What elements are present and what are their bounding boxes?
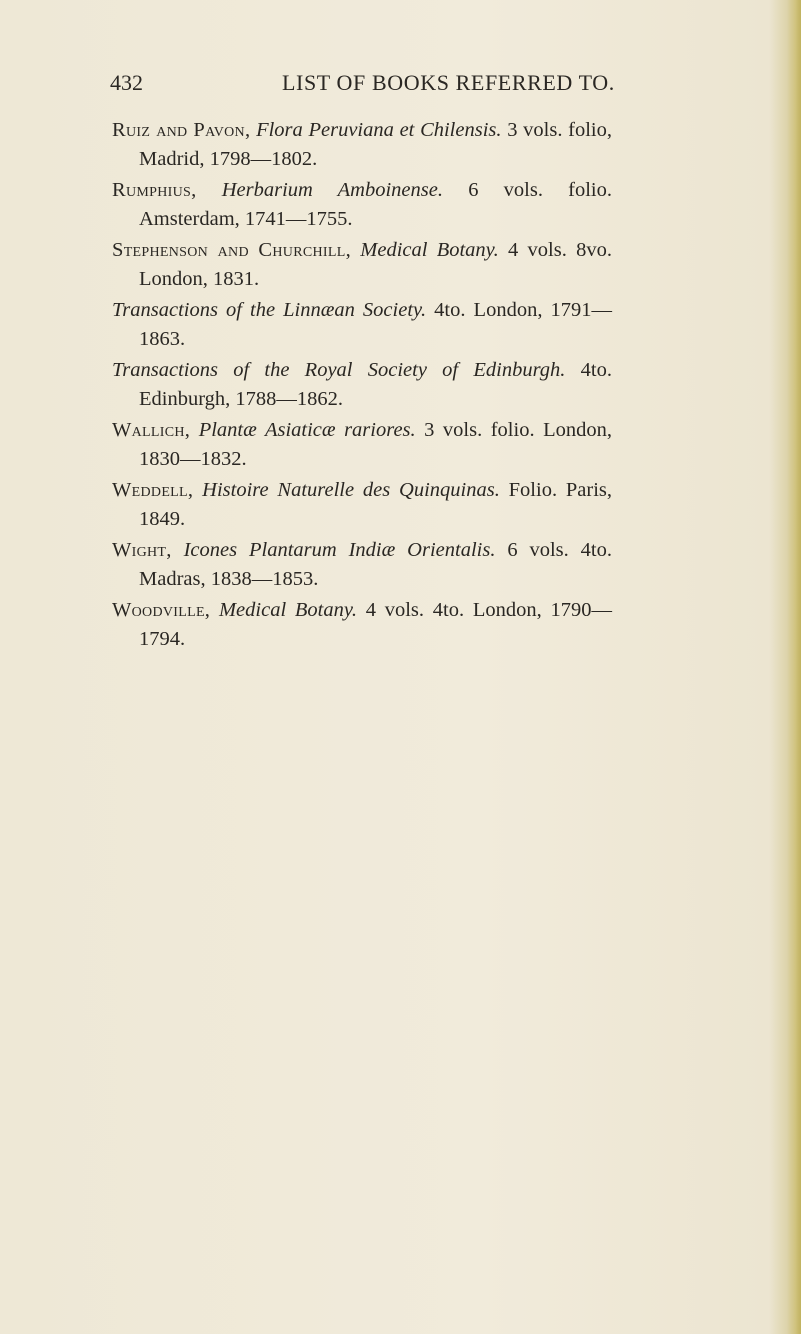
entry-title: Histoire Naturelle des Quinquinas.	[202, 479, 500, 501]
entry-title: Medical Botany.	[218, 599, 357, 621]
entry-author: Stephenson and Churchill,	[112, 239, 351, 261]
entry-details: 3 vols. folio. London, 1830—1832.	[139, 419, 612, 470]
entry-title: Flora Peruviana et Chilensis.	[256, 119, 502, 141]
bibliography-entry	[112, 236, 612, 294]
entry-details: 6 vols. 4to. Madras, 1838—1853.	[139, 539, 612, 590]
entry-title: Medical Botany.	[360, 239, 499, 261]
entry-title: Transactions of the Linnæan Society.	[112, 299, 427, 321]
bibliography-entry	[112, 596, 612, 654]
entry-details: 3 vols. folio, Madrid, 1798—1802.	[139, 119, 613, 170]
entry-details: 4 vols. 8vo. London, 1831.	[139, 239, 612, 290]
entry-details: 4 vols. 4to. London, 1790—1794.	[139, 599, 612, 650]
entry-title: Herbarium Amboinense.	[221, 179, 443, 201]
entry-author: Wight,	[112, 539, 172, 561]
entry-details: 4to. Edinburgh, 1788—1862.	[139, 359, 612, 410]
bibliography-entry	[112, 296, 612, 354]
entry-details: 6 vols. folio. Amsterdam, 1741—1755.	[139, 179, 612, 230]
bibliography-entry	[112, 416, 612, 474]
bibliography-list	[112, 116, 612, 656]
running-title: LIST OF BOOKS REFERRED TO.	[282, 70, 615, 95]
page-edge	[787, 0, 801, 1334]
entry-title: Icones Plantarum Indiæ Orientalis.	[183, 539, 496, 561]
entry-author: Wallich,	[112, 419, 191, 441]
entry-details: 4to. London, 1791—1863.	[139, 299, 613, 350]
entry-author: Ruiz and Pavon,	[112, 119, 251, 141]
page-header	[110, 70, 615, 106]
page-number: 432	[110, 70, 143, 95]
bibliography-entry	[112, 476, 612, 534]
bibliography-entry	[112, 356, 612, 414]
entry-title: Plantæ Asiaticæ rariores.	[198, 419, 416, 441]
entry-author: Woodville,	[112, 599, 211, 621]
entry-author: Weddell,	[112, 479, 194, 501]
bibliography-entry	[112, 176, 612, 234]
bibliography-entry	[112, 536, 612, 594]
entry-title: Transactions of the Royal Society of Edinburgh.	[112, 359, 566, 381]
entry-author: Rumphius,	[112, 179, 197, 201]
entry-details: Folio. Paris, 1849.	[139, 479, 613, 530]
bibliography-entry	[112, 116, 612, 174]
